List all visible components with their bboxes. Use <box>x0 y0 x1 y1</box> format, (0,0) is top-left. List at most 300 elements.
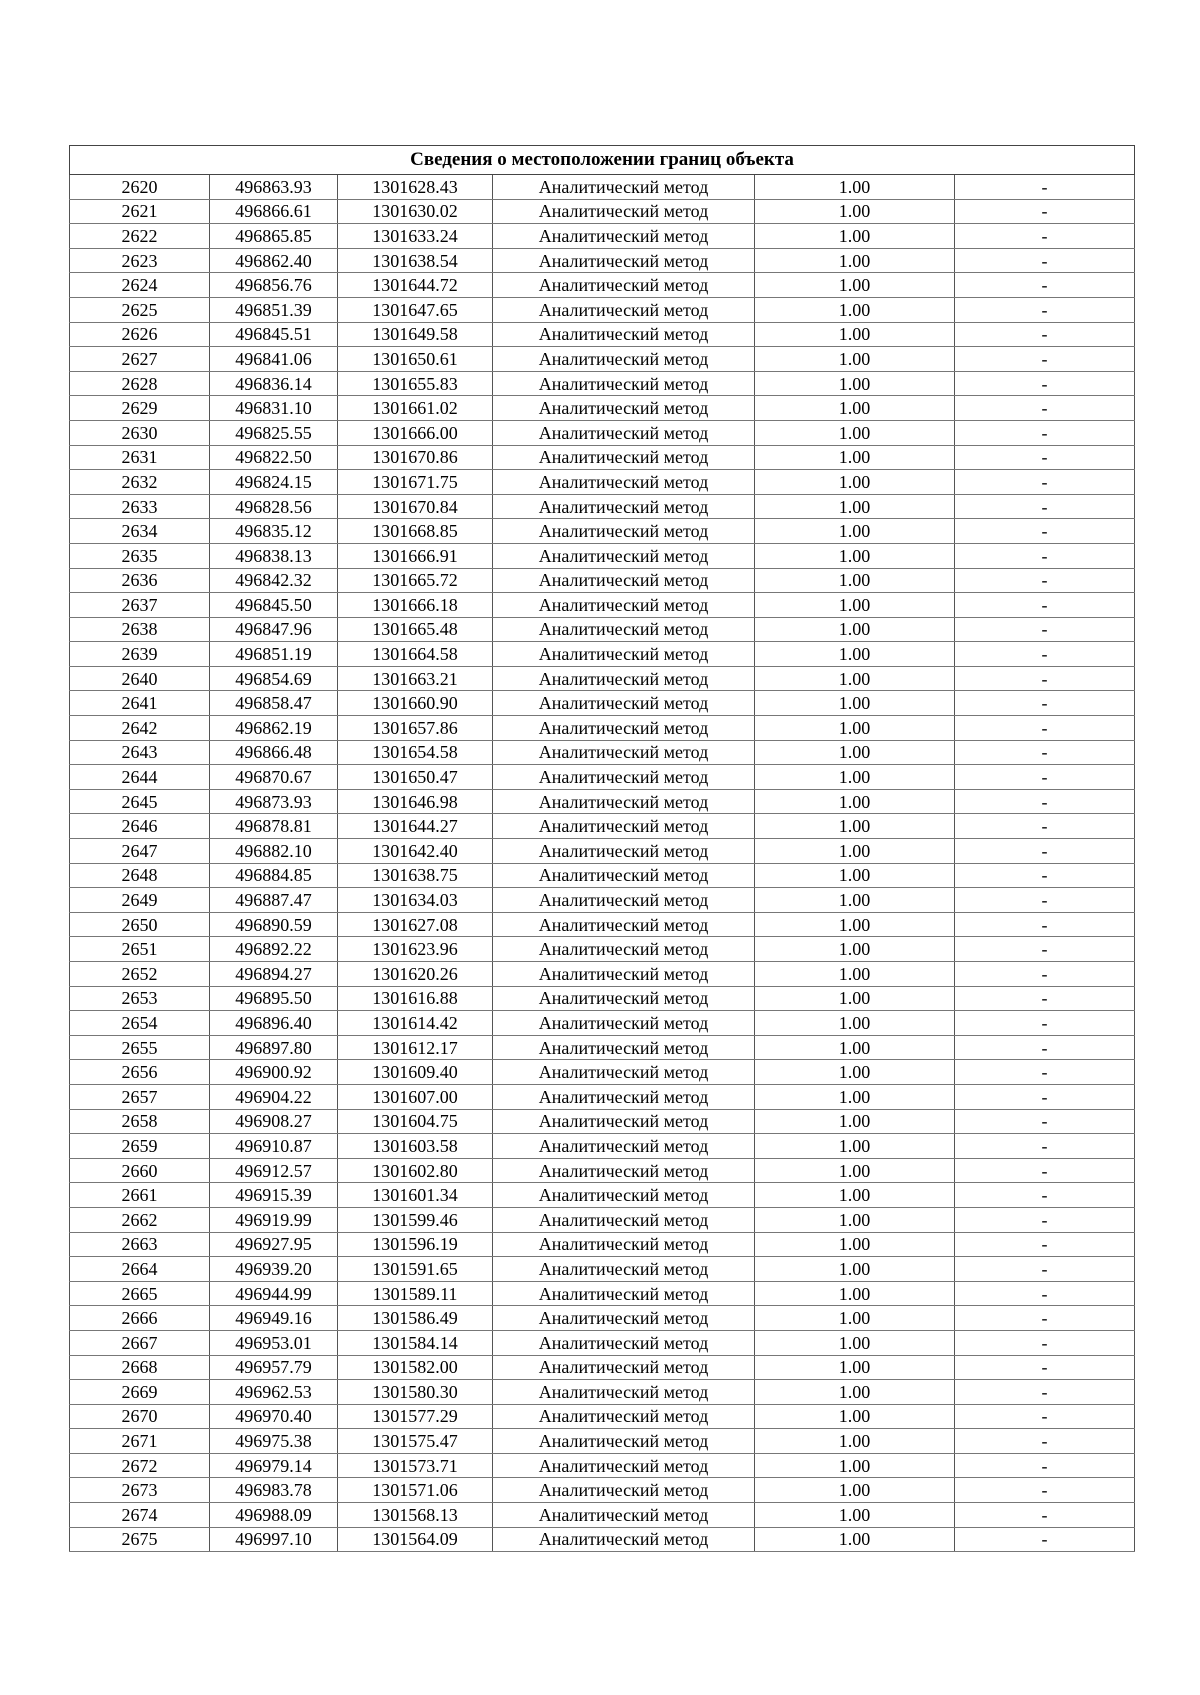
accuracy-cell: 1.00 <box>755 175 955 200</box>
point-number-cell: 2650 <box>70 912 210 937</box>
boundary-coordinates-table <box>69 145 1135 1552</box>
method-cell: Аналитический метод <box>493 1011 755 1036</box>
y-coordinate-cell: 1301601.34 <box>338 1183 493 1208</box>
y-coordinate-cell: 1301604.75 <box>338 1109 493 1134</box>
accuracy-cell: 1.00 <box>755 1207 955 1232</box>
accuracy-cell: 1.00 <box>755 199 955 224</box>
accuracy-cell: 1.00 <box>755 986 955 1011</box>
y-coordinate-cell: 1301670.84 <box>338 494 493 519</box>
accuracy-cell: 1.00 <box>755 519 955 544</box>
x-coordinate-cell: 496841.06 <box>210 347 338 372</box>
y-coordinate-cell: 1301665.72 <box>338 568 493 593</box>
x-coordinate-cell: 496858.47 <box>210 691 338 716</box>
table-row <box>70 789 1135 814</box>
y-coordinate-cell: 1301660.90 <box>338 691 493 716</box>
x-coordinate-cell: 496912.57 <box>210 1158 338 1183</box>
point-number-cell: 2629 <box>70 396 210 421</box>
method-cell: Аналитический метод <box>493 1355 755 1380</box>
description-cell: - <box>955 962 1135 987</box>
table-row <box>70 1330 1135 1355</box>
table-row <box>70 814 1135 839</box>
accuracy-cell: 1.00 <box>755 1060 955 1085</box>
point-number-cell: 2630 <box>70 420 210 445</box>
method-cell: Аналитический метод <box>493 396 755 421</box>
x-coordinate-cell: 496865.85 <box>210 224 338 249</box>
table-row <box>70 888 1135 913</box>
table-row <box>70 1478 1135 1503</box>
method-cell: Аналитический метод <box>493 297 755 322</box>
method-cell: Аналитический метод <box>493 1380 755 1405</box>
description-cell: - <box>955 1380 1135 1405</box>
accuracy-cell: 1.00 <box>755 691 955 716</box>
point-number-cell: 2649 <box>70 888 210 913</box>
y-coordinate-cell: 1301571.06 <box>338 1478 493 1503</box>
y-coordinate-cell: 1301638.54 <box>338 248 493 273</box>
y-coordinate-cell: 1301586.49 <box>338 1306 493 1331</box>
y-coordinate-cell: 1301666.91 <box>338 543 493 568</box>
description-cell: - <box>955 1060 1135 1085</box>
x-coordinate-cell: 496822.50 <box>210 445 338 470</box>
table-row <box>70 912 1135 937</box>
accuracy-cell: 1.00 <box>755 642 955 667</box>
x-coordinate-cell: 496908.27 <box>210 1109 338 1134</box>
y-coordinate-cell: 1301603.58 <box>338 1134 493 1159</box>
table-row <box>70 1503 1135 1528</box>
method-cell: Аналитический метод <box>493 593 755 618</box>
table-row <box>70 175 1135 200</box>
description-cell: - <box>955 986 1135 1011</box>
description-cell: - <box>955 1527 1135 1552</box>
accuracy-cell: 1.00 <box>755 1380 955 1405</box>
description-cell: - <box>955 1281 1135 1306</box>
point-number-cell: 2660 <box>70 1158 210 1183</box>
x-coordinate-cell: 496927.95 <box>210 1232 338 1257</box>
x-coordinate-cell: 496979.14 <box>210 1453 338 1478</box>
accuracy-cell: 1.00 <box>755 814 955 839</box>
x-coordinate-cell: 496887.47 <box>210 888 338 913</box>
method-cell: Аналитический метод <box>493 1478 755 1503</box>
x-coordinate-cell: 496825.55 <box>210 420 338 445</box>
point-number-cell: 2648 <box>70 863 210 888</box>
table-row <box>70 494 1135 519</box>
y-coordinate-cell: 1301666.00 <box>338 420 493 445</box>
y-coordinate-cell: 1301630.02 <box>338 199 493 224</box>
description-cell: - <box>955 617 1135 642</box>
description-cell: - <box>955 1404 1135 1429</box>
table-row <box>70 1232 1135 1257</box>
table-row <box>70 1453 1135 1478</box>
table-row <box>70 1207 1135 1232</box>
y-coordinate-cell: 1301627.08 <box>338 912 493 937</box>
description-cell: - <box>955 322 1135 347</box>
description-cell: - <box>955 1453 1135 1478</box>
table-row <box>70 347 1135 372</box>
table-row <box>70 666 1135 691</box>
method-cell: Аналитический метод <box>493 1060 755 1085</box>
description-cell: - <box>955 1330 1135 1355</box>
point-number-cell: 2646 <box>70 814 210 839</box>
x-coordinate-cell: 496842.32 <box>210 568 338 593</box>
x-coordinate-cell: 496904.22 <box>210 1084 338 1109</box>
description-cell: - <box>955 1109 1135 1134</box>
table-row <box>70 1011 1135 1036</box>
table-row <box>70 543 1135 568</box>
point-number-cell: 2633 <box>70 494 210 519</box>
accuracy-cell: 1.00 <box>755 1257 955 1282</box>
method-cell: Аналитический метод <box>493 1429 755 1454</box>
point-number-cell: 2639 <box>70 642 210 667</box>
point-number-cell: 2656 <box>70 1060 210 1085</box>
description-cell: - <box>955 1478 1135 1503</box>
description-cell: - <box>955 568 1135 593</box>
accuracy-cell: 1.00 <box>755 248 955 273</box>
method-cell: Аналитический метод <box>493 765 755 790</box>
description-cell: - <box>955 396 1135 421</box>
accuracy-cell: 1.00 <box>755 396 955 421</box>
y-coordinate-cell: 1301655.83 <box>338 371 493 396</box>
accuracy-cell: 1.00 <box>755 789 955 814</box>
description-cell: - <box>955 593 1135 618</box>
description-cell: - <box>955 1355 1135 1380</box>
y-coordinate-cell: 1301666.18 <box>338 593 493 618</box>
y-coordinate-cell: 1301633.24 <box>338 224 493 249</box>
description-cell: - <box>955 1232 1135 1257</box>
method-cell: Аналитический метод <box>493 1207 755 1232</box>
point-number-cell: 2665 <box>70 1281 210 1306</box>
x-coordinate-cell: 496919.99 <box>210 1207 338 1232</box>
description-cell: - <box>955 1134 1135 1159</box>
description-cell: - <box>955 765 1135 790</box>
description-cell: - <box>955 224 1135 249</box>
method-cell: Аналитический метод <box>493 1109 755 1134</box>
point-number-cell: 2623 <box>70 248 210 273</box>
y-coordinate-cell: 1301638.75 <box>338 863 493 888</box>
method-cell: Аналитический метод <box>493 494 755 519</box>
x-coordinate-cell: 496862.40 <box>210 248 338 273</box>
accuracy-cell: 1.00 <box>755 1084 955 1109</box>
table-body <box>70 175 1135 1552</box>
description-cell: - <box>955 1084 1135 1109</box>
description-cell: - <box>955 839 1135 864</box>
description-cell: - <box>955 1429 1135 1454</box>
table-title: Сведения о местоположении границ объекта <box>70 146 1135 175</box>
accuracy-cell: 1.00 <box>755 1306 955 1331</box>
accuracy-cell: 1.00 <box>755 1134 955 1159</box>
method-cell: Аналитический метод <box>493 814 755 839</box>
method-cell: Аналитический метод <box>493 322 755 347</box>
point-number-cell: 2634 <box>70 519 210 544</box>
table-row <box>70 617 1135 642</box>
method-cell: Аналитический метод <box>493 863 755 888</box>
description-cell: - <box>955 912 1135 937</box>
y-coordinate-cell: 1301671.75 <box>338 470 493 495</box>
x-coordinate-cell: 496997.10 <box>210 1527 338 1552</box>
x-coordinate-cell: 496957.79 <box>210 1355 338 1380</box>
point-number-cell: 2644 <box>70 765 210 790</box>
x-coordinate-cell: 496975.38 <box>210 1429 338 1454</box>
table-row <box>70 1134 1135 1159</box>
table-row <box>70 863 1135 888</box>
description-cell: - <box>955 691 1135 716</box>
y-coordinate-cell: 1301644.72 <box>338 273 493 298</box>
table-row <box>70 371 1135 396</box>
description-cell: - <box>955 1207 1135 1232</box>
accuracy-cell: 1.00 <box>755 962 955 987</box>
x-coordinate-cell: 496882.10 <box>210 839 338 864</box>
method-cell: Аналитический метод <box>493 1232 755 1257</box>
x-coordinate-cell: 496895.50 <box>210 986 338 1011</box>
table-row <box>70 1109 1135 1134</box>
table-row <box>70 839 1135 864</box>
accuracy-cell: 1.00 <box>755 224 955 249</box>
method-cell: Аналитический метод <box>493 1503 755 1528</box>
description-cell: - <box>955 519 1135 544</box>
point-number-cell: 2635 <box>70 543 210 568</box>
x-coordinate-cell: 496856.76 <box>210 273 338 298</box>
point-number-cell: 2621 <box>70 199 210 224</box>
table-row <box>70 1183 1135 1208</box>
y-coordinate-cell: 1301596.19 <box>338 1232 493 1257</box>
accuracy-cell: 1.00 <box>755 1478 955 1503</box>
description-cell: - <box>955 494 1135 519</box>
point-number-cell: 2620 <box>70 175 210 200</box>
x-coordinate-cell: 496897.80 <box>210 1035 338 1060</box>
table-row <box>70 1158 1135 1183</box>
description-cell: - <box>955 666 1135 691</box>
accuracy-cell: 1.00 <box>755 1527 955 1552</box>
method-cell: Аналитический метод <box>493 1330 755 1355</box>
table-row <box>70 765 1135 790</box>
method-cell: Аналитический метод <box>493 1257 755 1282</box>
method-cell: Аналитический метод <box>493 1134 755 1159</box>
accuracy-cell: 1.00 <box>755 445 955 470</box>
y-coordinate-cell: 1301644.27 <box>338 814 493 839</box>
table-row <box>70 691 1135 716</box>
x-coordinate-cell: 496854.69 <box>210 666 338 691</box>
table-row <box>70 740 1135 765</box>
y-coordinate-cell: 1301620.26 <box>338 962 493 987</box>
point-number-cell: 2672 <box>70 1453 210 1478</box>
point-number-cell: 2622 <box>70 224 210 249</box>
point-number-cell: 2663 <box>70 1232 210 1257</box>
table-row <box>70 937 1135 962</box>
accuracy-cell: 1.00 <box>755 1404 955 1429</box>
point-number-cell: 2667 <box>70 1330 210 1355</box>
method-cell: Аналитический метод <box>493 1281 755 1306</box>
description-cell: - <box>955 420 1135 445</box>
description-cell: - <box>955 716 1135 741</box>
x-coordinate-cell: 496953.01 <box>210 1330 338 1355</box>
x-coordinate-cell: 496939.20 <box>210 1257 338 1282</box>
x-coordinate-cell: 496862.19 <box>210 716 338 741</box>
point-number-cell: 2657 <box>70 1084 210 1109</box>
method-cell: Аналитический метод <box>493 666 755 691</box>
point-number-cell: 2642 <box>70 716 210 741</box>
y-coordinate-cell: 1301589.11 <box>338 1281 493 1306</box>
accuracy-cell: 1.00 <box>755 863 955 888</box>
point-number-cell: 2637 <box>70 593 210 618</box>
y-coordinate-cell: 1301668.85 <box>338 519 493 544</box>
x-coordinate-cell: 496944.99 <box>210 1281 338 1306</box>
y-coordinate-cell: 1301575.47 <box>338 1429 493 1454</box>
point-number-cell: 2632 <box>70 470 210 495</box>
x-coordinate-cell: 496838.13 <box>210 543 338 568</box>
x-coordinate-cell: 496988.09 <box>210 1503 338 1528</box>
x-coordinate-cell: 496847.96 <box>210 617 338 642</box>
accuracy-cell: 1.00 <box>755 1503 955 1528</box>
description-cell: - <box>955 273 1135 298</box>
x-coordinate-cell: 496863.93 <box>210 175 338 200</box>
accuracy-cell: 1.00 <box>755 1232 955 1257</box>
table-row <box>70 199 1135 224</box>
point-number-cell: 2627 <box>70 347 210 372</box>
y-coordinate-cell: 1301628.43 <box>338 175 493 200</box>
y-coordinate-cell: 1301580.30 <box>338 1380 493 1405</box>
method-cell: Аналитический метод <box>493 789 755 814</box>
method-cell: Аналитический метод <box>493 224 755 249</box>
x-coordinate-cell: 496824.15 <box>210 470 338 495</box>
method-cell: Аналитический метод <box>493 642 755 667</box>
x-coordinate-cell: 496949.16 <box>210 1306 338 1331</box>
method-cell: Аналитический метод <box>493 1306 755 1331</box>
method-cell: Аналитический метод <box>493 568 755 593</box>
accuracy-cell: 1.00 <box>755 470 955 495</box>
table-row <box>70 1380 1135 1405</box>
accuracy-cell: 1.00 <box>755 1109 955 1134</box>
point-number-cell: 2658 <box>70 1109 210 1134</box>
accuracy-cell: 1.00 <box>755 593 955 618</box>
point-number-cell: 2655 <box>70 1035 210 1060</box>
y-coordinate-cell: 1301582.00 <box>338 1355 493 1380</box>
table-row <box>70 1527 1135 1552</box>
y-coordinate-cell: 1301664.58 <box>338 642 493 667</box>
point-number-cell: 2670 <box>70 1404 210 1429</box>
method-cell: Аналитический метод <box>493 175 755 200</box>
y-coordinate-cell: 1301609.40 <box>338 1060 493 1085</box>
y-coordinate-cell: 1301657.86 <box>338 716 493 741</box>
accuracy-cell: 1.00 <box>755 716 955 741</box>
x-coordinate-cell: 496890.59 <box>210 912 338 937</box>
description-cell: - <box>955 445 1135 470</box>
table-row <box>70 273 1135 298</box>
y-coordinate-cell: 1301568.13 <box>338 1503 493 1528</box>
y-coordinate-cell: 1301599.46 <box>338 1207 493 1232</box>
accuracy-cell: 1.00 <box>755 568 955 593</box>
method-cell: Аналитический метод <box>493 543 755 568</box>
x-coordinate-cell: 496870.67 <box>210 765 338 790</box>
accuracy-cell: 1.00 <box>755 765 955 790</box>
method-cell: Аналитический метод <box>493 716 755 741</box>
y-coordinate-cell: 1301607.00 <box>338 1084 493 1109</box>
accuracy-cell: 1.00 <box>755 371 955 396</box>
method-cell: Аналитический метод <box>493 371 755 396</box>
y-coordinate-cell: 1301612.17 <box>338 1035 493 1060</box>
point-number-cell: 2675 <box>70 1527 210 1552</box>
x-coordinate-cell: 496866.61 <box>210 199 338 224</box>
method-cell: Аналитический метод <box>493 912 755 937</box>
point-number-cell: 2626 <box>70 322 210 347</box>
description-cell: - <box>955 347 1135 372</box>
accuracy-cell: 1.00 <box>755 273 955 298</box>
point-number-cell: 2645 <box>70 789 210 814</box>
y-coordinate-cell: 1301584.14 <box>338 1330 493 1355</box>
description-cell: - <box>955 199 1135 224</box>
x-coordinate-cell: 496915.39 <box>210 1183 338 1208</box>
accuracy-cell: 1.00 <box>755 1330 955 1355</box>
point-number-cell: 2653 <box>70 986 210 1011</box>
y-coordinate-cell: 1301654.58 <box>338 740 493 765</box>
method-cell: Аналитический метод <box>493 1158 755 1183</box>
y-coordinate-cell: 1301642.40 <box>338 839 493 864</box>
table-row <box>70 1060 1135 1085</box>
x-coordinate-cell: 496831.10 <box>210 396 338 421</box>
point-number-cell: 2668 <box>70 1355 210 1380</box>
table-row <box>70 642 1135 667</box>
point-number-cell: 2654 <box>70 1011 210 1036</box>
x-coordinate-cell: 496836.14 <box>210 371 338 396</box>
point-number-cell: 2666 <box>70 1306 210 1331</box>
y-coordinate-cell: 1301670.86 <box>338 445 493 470</box>
x-coordinate-cell: 496873.93 <box>210 789 338 814</box>
x-coordinate-cell: 496851.19 <box>210 642 338 667</box>
accuracy-cell: 1.00 <box>755 1281 955 1306</box>
table-row <box>70 1281 1135 1306</box>
y-coordinate-cell: 1301647.65 <box>338 297 493 322</box>
method-cell: Аналитический метод <box>493 273 755 298</box>
description-cell: - <box>955 543 1135 568</box>
x-coordinate-cell: 496884.85 <box>210 863 338 888</box>
method-cell: Аналитический метод <box>493 445 755 470</box>
table-row <box>70 420 1135 445</box>
method-cell: Аналитический метод <box>493 1183 755 1208</box>
description-cell: - <box>955 297 1135 322</box>
accuracy-cell: 1.00 <box>755 1158 955 1183</box>
accuracy-cell: 1.00 <box>755 1035 955 1060</box>
x-coordinate-cell: 496910.87 <box>210 1134 338 1159</box>
y-coordinate-cell: 1301646.98 <box>338 789 493 814</box>
method-cell: Аналитический метод <box>493 617 755 642</box>
table-row <box>70 568 1135 593</box>
y-coordinate-cell: 1301614.42 <box>338 1011 493 1036</box>
point-number-cell: 2636 <box>70 568 210 593</box>
y-coordinate-cell: 1301649.58 <box>338 322 493 347</box>
y-coordinate-cell: 1301650.47 <box>338 765 493 790</box>
x-coordinate-cell: 496983.78 <box>210 1478 338 1503</box>
accuracy-cell: 1.00 <box>755 617 955 642</box>
method-cell: Аналитический метод <box>493 470 755 495</box>
method-cell: Аналитический метод <box>493 888 755 913</box>
table-row <box>70 716 1135 741</box>
y-coordinate-cell: 1301602.80 <box>338 1158 493 1183</box>
method-cell: Аналитический метод <box>493 248 755 273</box>
point-number-cell: 2625 <box>70 297 210 322</box>
accuracy-cell: 1.00 <box>755 888 955 913</box>
description-cell: - <box>955 1158 1135 1183</box>
y-coordinate-cell: 1301623.96 <box>338 937 493 962</box>
accuracy-cell: 1.00 <box>755 1011 955 1036</box>
description-cell: - <box>955 1035 1135 1060</box>
y-coordinate-cell: 1301573.71 <box>338 1453 493 1478</box>
y-coordinate-cell: 1301591.65 <box>338 1257 493 1282</box>
description-cell: - <box>955 937 1135 962</box>
accuracy-cell: 1.00 <box>755 839 955 864</box>
point-number-cell: 2664 <box>70 1257 210 1282</box>
table-row <box>70 445 1135 470</box>
x-coordinate-cell: 496845.51 <box>210 322 338 347</box>
x-coordinate-cell: 496835.12 <box>210 519 338 544</box>
x-coordinate-cell: 496866.48 <box>210 740 338 765</box>
accuracy-cell: 1.00 <box>755 322 955 347</box>
